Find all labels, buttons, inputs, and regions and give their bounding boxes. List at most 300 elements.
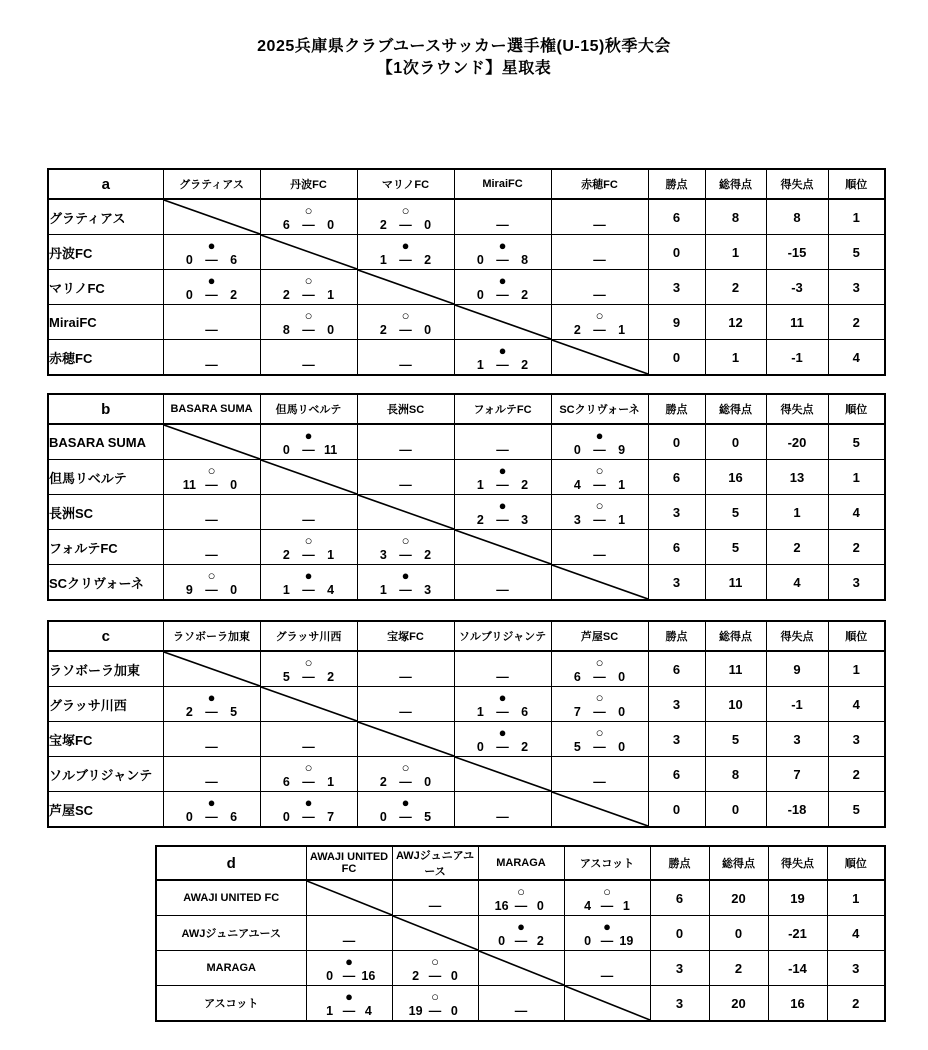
score-dash: — xyxy=(302,442,315,457)
opponent-header-1: ラソボーラ加東 xyxy=(163,621,260,651)
rank-cell: 2 xyxy=(827,986,885,1022)
stat-header-3: 得失点 xyxy=(768,846,827,880)
table-row xyxy=(48,757,885,792)
loss-circle-icon: ● xyxy=(498,272,507,288)
goals-for: 0 xyxy=(476,739,484,754)
score-dash: — xyxy=(302,669,315,684)
team-name-cell: 但馬リベルテ xyxy=(48,460,163,495)
match-result-cell xyxy=(260,757,357,792)
goals-against: 1 xyxy=(618,477,626,492)
score-dash: — xyxy=(496,739,509,754)
diagonal-cell xyxy=(454,305,551,340)
loss-circle-icon: ● xyxy=(498,462,507,478)
match-result-cell xyxy=(551,651,648,687)
goals-against: 1 xyxy=(618,322,626,337)
match-cell-not-played xyxy=(163,495,260,530)
score-dash: — xyxy=(399,252,412,267)
score-dash: — xyxy=(593,669,606,684)
match-cell-not-played xyxy=(357,687,454,722)
group-b-header-row xyxy=(48,394,885,424)
match-cell-not-played xyxy=(454,792,551,828)
match-cell-not-played xyxy=(454,565,551,601)
goals-against: 1 xyxy=(622,898,630,913)
total-goals-cell: 5 xyxy=(705,530,766,565)
team-name-cell: SCクリヴォーネ xyxy=(48,565,163,601)
diagonal-line xyxy=(358,495,454,529)
goals-against: 6 xyxy=(521,704,529,719)
not-played-dash: — xyxy=(205,547,218,562)
loss-circle-icon: ● xyxy=(595,427,604,443)
stat-header-4: 順位 xyxy=(828,169,885,199)
table-row xyxy=(48,651,885,687)
goals-against: 2 xyxy=(536,933,544,948)
not-played-dash: — xyxy=(600,968,614,983)
goals-for: 0 xyxy=(476,252,484,267)
goals-for: 0 xyxy=(185,287,193,302)
loss-circle-icon: ● xyxy=(401,237,410,253)
goals-against: 5 xyxy=(230,704,238,719)
points-cell: 3 xyxy=(650,986,709,1022)
loss-circle-icon: ● xyxy=(401,794,410,810)
score-dash: — xyxy=(302,582,315,597)
goals-for: 11 xyxy=(182,477,196,492)
table-row xyxy=(156,916,885,951)
page-title xyxy=(0,36,928,80)
group-a-table xyxy=(47,168,884,376)
total-goals-cell: 20 xyxy=(709,986,768,1022)
match-result-cell xyxy=(357,792,454,828)
diagonal-cell xyxy=(260,460,357,495)
score-dash: — xyxy=(399,547,412,562)
match-cell-not-played xyxy=(260,722,357,757)
score-dash: — xyxy=(593,739,606,754)
match-cell-not-played xyxy=(357,340,454,376)
not-played-dash: — xyxy=(496,442,509,457)
goals-for: 6 xyxy=(573,669,581,684)
total-goals-cell: 1 xyxy=(705,340,766,376)
goals-against: 9 xyxy=(618,442,626,457)
match-cell-not-played xyxy=(454,651,551,687)
score-dash: — xyxy=(342,968,356,983)
loss-circle-icon: ● xyxy=(517,918,525,934)
stat-header-2: 総得点 xyxy=(705,621,766,651)
goal-diff-cell: 7 xyxy=(766,757,828,792)
table-row xyxy=(48,460,885,495)
goals-against: 6 xyxy=(230,809,238,824)
group-c-grid xyxy=(47,620,886,828)
win-circle-icon: ○ xyxy=(595,689,604,705)
rank-cell: 4 xyxy=(828,340,885,376)
points-cell: 6 xyxy=(648,651,705,687)
goals-for: 0 xyxy=(282,809,290,824)
diagonal-cell xyxy=(163,651,260,687)
loss-circle-icon: ● xyxy=(498,497,507,513)
goals-against: 2 xyxy=(521,357,529,372)
group-d-label: d xyxy=(156,846,306,880)
diagonal-line xyxy=(552,340,648,374)
match-result-cell xyxy=(392,986,478,1022)
goals-against: 6 xyxy=(230,252,238,267)
diagonal-line xyxy=(164,425,260,459)
opponent-header-1: BASARA SUMA xyxy=(163,394,260,424)
match-result-cell xyxy=(551,687,648,722)
goals-for: 6 xyxy=(282,217,290,232)
goal-diff-cell: -3 xyxy=(766,270,828,305)
match-cell-not-played xyxy=(357,460,454,495)
match-result-cell xyxy=(163,687,260,722)
goals-for: 1 xyxy=(282,582,290,597)
goals-for: 0 xyxy=(476,287,484,302)
goals-against: 7 xyxy=(327,809,335,824)
goals-for: 1 xyxy=(326,1003,334,1018)
goals-for: 2 xyxy=(185,704,193,719)
match-cell-not-played xyxy=(392,880,478,916)
match-result-cell xyxy=(564,880,650,916)
goal-diff-cell: 13 xyxy=(766,460,828,495)
stat-header-1: 勝点 xyxy=(650,846,709,880)
goals-against: 2 xyxy=(424,547,432,562)
goals-for: 3 xyxy=(573,512,581,527)
rank-cell: 2 xyxy=(828,305,885,340)
goals-against: 2 xyxy=(230,287,238,302)
team-name-cell: 長洲SC xyxy=(48,495,163,530)
loss-circle-icon: ● xyxy=(304,794,313,810)
match-result-cell xyxy=(260,424,357,460)
win-circle-icon: ○ xyxy=(401,759,410,775)
goals-against: 1 xyxy=(327,547,335,562)
diagonal-cell xyxy=(454,530,551,565)
not-played-dash: — xyxy=(302,739,315,754)
goal-diff-cell: -18 xyxy=(766,792,828,828)
goals-against: 1 xyxy=(327,287,335,302)
match-result-cell xyxy=(260,651,357,687)
stat-header-1: 勝点 xyxy=(648,621,705,651)
opponent-header-4: ソルブリジャンテ xyxy=(454,621,551,651)
table-row xyxy=(48,270,885,305)
goals-against: 2 xyxy=(521,477,529,492)
match-result-cell xyxy=(306,986,392,1022)
table-row xyxy=(48,792,885,828)
opponent-header-2: グラッサ川西 xyxy=(260,621,357,651)
diagonal-line xyxy=(455,757,551,791)
match-result-cell xyxy=(306,951,392,986)
diagonal-line xyxy=(358,270,454,304)
diagonal-cell xyxy=(551,340,648,376)
match-cell-not-played xyxy=(551,199,648,235)
match-result-cell xyxy=(260,305,357,340)
diagonal-cell xyxy=(392,916,478,951)
not-played-dash: — xyxy=(593,547,606,562)
not-played-dash: — xyxy=(302,512,315,527)
match-cell-not-played xyxy=(260,340,357,376)
match-result-cell xyxy=(454,235,551,270)
goals-for: 2 xyxy=(379,322,387,337)
match-result-cell xyxy=(478,916,564,951)
diagonal-line xyxy=(358,722,454,756)
win-circle-icon: ○ xyxy=(304,532,313,548)
not-played-dash: — xyxy=(496,217,509,232)
not-played-dash: — xyxy=(514,1003,528,1018)
loss-circle-icon: ● xyxy=(207,794,216,810)
table-row xyxy=(48,424,885,460)
goals-against: 2 xyxy=(327,669,335,684)
goal-diff-cell: 9 xyxy=(766,651,828,687)
match-cell-not-played xyxy=(564,951,650,986)
match-cell-not-played xyxy=(551,235,648,270)
points-cell: 6 xyxy=(648,757,705,792)
total-goals-cell: 16 xyxy=(705,460,766,495)
match-result-cell xyxy=(551,305,648,340)
match-result-cell xyxy=(260,530,357,565)
goal-diff-cell: 2 xyxy=(766,530,828,565)
score-dash: — xyxy=(593,512,606,527)
loss-circle-icon: ● xyxy=(207,689,216,705)
goals-against: 4 xyxy=(364,1003,372,1018)
not-played-dash: — xyxy=(496,582,509,597)
goals-for: 2 xyxy=(379,774,387,789)
match-result-cell xyxy=(163,460,260,495)
table-row xyxy=(48,565,885,601)
goals-for: 0 xyxy=(326,968,334,983)
goals-against: 1 xyxy=(327,774,335,789)
points-cell: 6 xyxy=(648,460,705,495)
total-goals-cell: 11 xyxy=(705,565,766,601)
opponent-header-1: AWAJI UNITED FC xyxy=(306,846,392,880)
match-cell-not-played xyxy=(260,495,357,530)
rank-cell: 5 xyxy=(828,792,885,828)
not-played-dash: — xyxy=(399,357,412,372)
score-dash: — xyxy=(496,357,509,372)
points-cell: 0 xyxy=(650,916,709,951)
opponent-header-2: AWJジュニアユース xyxy=(392,846,478,880)
score-dash: — xyxy=(496,477,509,492)
group-a-header-row xyxy=(48,169,885,199)
match-cell-not-played xyxy=(478,986,564,1022)
goals-against: 11 xyxy=(324,442,338,457)
total-goals-cell: 0 xyxy=(709,916,768,951)
goals-for: 0 xyxy=(498,933,506,948)
goals-for: 1 xyxy=(476,357,484,372)
goals-for: 0 xyxy=(573,442,581,457)
group-b-label: b xyxy=(48,394,163,424)
opponent-header-3: マリノFC xyxy=(357,169,454,199)
points-cell: 3 xyxy=(648,687,705,722)
points-cell: 6 xyxy=(648,530,705,565)
team-name-cell: フォルテFC xyxy=(48,530,163,565)
goals-against: 0 xyxy=(618,739,626,754)
match-result-cell xyxy=(478,880,564,916)
score-dash: — xyxy=(205,704,218,719)
match-cell-not-played xyxy=(551,530,648,565)
rank-cell: 1 xyxy=(828,199,885,235)
diagonal-line xyxy=(552,792,648,826)
score-dash: — xyxy=(205,252,218,267)
match-result-cell xyxy=(454,340,551,376)
goals-against: 19 xyxy=(619,933,634,948)
stat-header-2: 総得点 xyxy=(705,169,766,199)
score-dash: — xyxy=(302,287,315,302)
total-goals-cell: 12 xyxy=(705,305,766,340)
team-name-cell: マリノFC xyxy=(48,270,163,305)
diagonal-cell xyxy=(163,424,260,460)
goals-for: 1 xyxy=(379,252,387,267)
rank-cell: 3 xyxy=(828,270,885,305)
goals-for: 8 xyxy=(282,322,290,337)
match-cell-not-played xyxy=(163,722,260,757)
match-result-cell xyxy=(163,792,260,828)
group-b-grid xyxy=(47,393,886,601)
diagonal-cell xyxy=(551,565,648,601)
win-circle-icon: ○ xyxy=(517,883,525,899)
match-result-cell xyxy=(454,495,551,530)
goals-for: 6 xyxy=(282,774,290,789)
opponent-header-2: 丹波FC xyxy=(260,169,357,199)
match-result-cell xyxy=(551,722,648,757)
goals-against: 2 xyxy=(521,287,529,302)
stat-header-3: 得失点 xyxy=(766,621,828,651)
team-name-cell: 丹波FC xyxy=(48,235,163,270)
total-goals-cell: 20 xyxy=(709,880,768,916)
score-dash: — xyxy=(399,217,412,232)
match-result-cell xyxy=(392,951,478,986)
goals-against: 3 xyxy=(521,512,529,527)
group-d-grid xyxy=(155,845,886,1022)
diagonal-cell xyxy=(454,757,551,792)
goals-for: 0 xyxy=(185,252,193,267)
goals-against: 8 xyxy=(521,252,529,267)
total-goals-cell: 5 xyxy=(705,495,766,530)
diagonal-cell xyxy=(564,986,650,1022)
not-played-dash: — xyxy=(205,322,218,337)
goals-for: 5 xyxy=(573,739,581,754)
diagonal-line xyxy=(307,881,392,915)
score-dash: — xyxy=(514,933,528,948)
table-row xyxy=(156,986,885,1022)
rank-cell: 4 xyxy=(828,495,885,530)
goals-against: 0 xyxy=(618,704,626,719)
diagonal-line xyxy=(393,916,478,950)
match-result-cell xyxy=(260,792,357,828)
team-name-cell: ソルブリジャンテ xyxy=(48,757,163,792)
match-result-cell xyxy=(260,565,357,601)
goals-against: 0 xyxy=(230,477,238,492)
diagonal-line xyxy=(565,986,650,1020)
match-result-cell xyxy=(163,235,260,270)
rank-cell: 3 xyxy=(828,565,885,601)
points-cell: 6 xyxy=(648,199,705,235)
diagonal-line xyxy=(261,460,357,494)
rank-cell: 1 xyxy=(827,880,885,916)
score-dash: — xyxy=(496,512,509,527)
match-cell-not-played xyxy=(551,270,648,305)
not-played-dash: — xyxy=(205,512,218,527)
loss-circle-icon: ● xyxy=(207,272,216,288)
table-row xyxy=(48,305,885,340)
total-goals-cell: 1 xyxy=(705,235,766,270)
goals-against: 0 xyxy=(230,582,238,597)
rank-cell: 5 xyxy=(828,424,885,460)
tournament-title-line1: 2025兵庫県クラブユースサッカー選手権(U-15)秋季大会 xyxy=(257,38,671,55)
match-result-cell xyxy=(454,722,551,757)
group-c-label: c xyxy=(48,621,163,651)
goals-for: 0 xyxy=(584,933,592,948)
goals-against: 2 xyxy=(424,252,432,267)
rank-cell: 5 xyxy=(828,235,885,270)
score-dash: — xyxy=(302,774,315,789)
opponent-header-4: MiraiFC xyxy=(454,169,551,199)
goal-diff-cell: -1 xyxy=(766,340,828,376)
score-dash: — xyxy=(593,477,606,492)
stat-header-2: 総得点 xyxy=(709,846,768,880)
loss-circle-icon: ● xyxy=(498,724,507,740)
total-goals-cell: 10 xyxy=(705,687,766,722)
total-goals-cell: 11 xyxy=(705,651,766,687)
goals-against: 0 xyxy=(424,322,432,337)
points-cell: 0 xyxy=(648,340,705,376)
goals-against: 0 xyxy=(424,217,432,232)
diagonal-cell xyxy=(357,722,454,757)
not-played-dash: — xyxy=(593,774,606,789)
score-dash: — xyxy=(205,477,218,492)
table-row xyxy=(48,687,885,722)
goals-against: 1 xyxy=(618,512,626,527)
score-dash: — xyxy=(593,322,606,337)
not-played-dash: — xyxy=(496,809,509,824)
diagonal-cell xyxy=(478,951,564,986)
goals-against: 0 xyxy=(327,322,335,337)
win-circle-icon: ○ xyxy=(595,462,604,478)
match-result-cell xyxy=(551,460,648,495)
goal-diff-cell: 1 xyxy=(766,495,828,530)
points-cell: 3 xyxy=(648,722,705,757)
diagonal-cell xyxy=(163,199,260,235)
win-circle-icon: ○ xyxy=(595,307,604,323)
goals-for: 0 xyxy=(282,442,290,457)
loss-circle-icon: ● xyxy=(207,237,216,253)
total-goals-cell: 2 xyxy=(705,270,766,305)
win-circle-icon: ○ xyxy=(304,759,313,775)
goals-for: 2 xyxy=(476,512,484,527)
match-cell-not-played xyxy=(163,757,260,792)
loss-circle-icon: ● xyxy=(304,567,313,583)
opponent-header-3: 長洲SC xyxy=(357,394,454,424)
total-goals-cell: 8 xyxy=(705,757,766,792)
diagonal-cell xyxy=(357,495,454,530)
goals-for: 19 xyxy=(408,1003,423,1018)
match-result-cell xyxy=(260,199,357,235)
goals-for: 7 xyxy=(573,704,581,719)
not-played-dash: — xyxy=(496,669,509,684)
score-dash: — xyxy=(600,898,614,913)
loss-circle-icon: ● xyxy=(498,342,507,358)
rank-cell: 2 xyxy=(828,530,885,565)
rank-cell: 1 xyxy=(828,651,885,687)
score-dash: — xyxy=(302,809,315,824)
total-goals-cell: 8 xyxy=(705,199,766,235)
opponent-header-1: グラティアス xyxy=(163,169,260,199)
win-circle-icon: ○ xyxy=(595,497,604,513)
diagonal-cell xyxy=(260,687,357,722)
team-name-cell: ラソボーラ加東 xyxy=(48,651,163,687)
goals-for: 0 xyxy=(379,809,387,824)
diagonal-cell xyxy=(357,270,454,305)
goals-for: 2 xyxy=(379,217,387,232)
team-name-cell: AWAJI UNITED FC xyxy=(156,880,306,916)
points-cell: 3 xyxy=(650,951,709,986)
goals-against: 0 xyxy=(327,217,335,232)
goal-diff-cell: -14 xyxy=(768,951,827,986)
opponent-header-5: SCクリヴォーネ xyxy=(551,394,648,424)
